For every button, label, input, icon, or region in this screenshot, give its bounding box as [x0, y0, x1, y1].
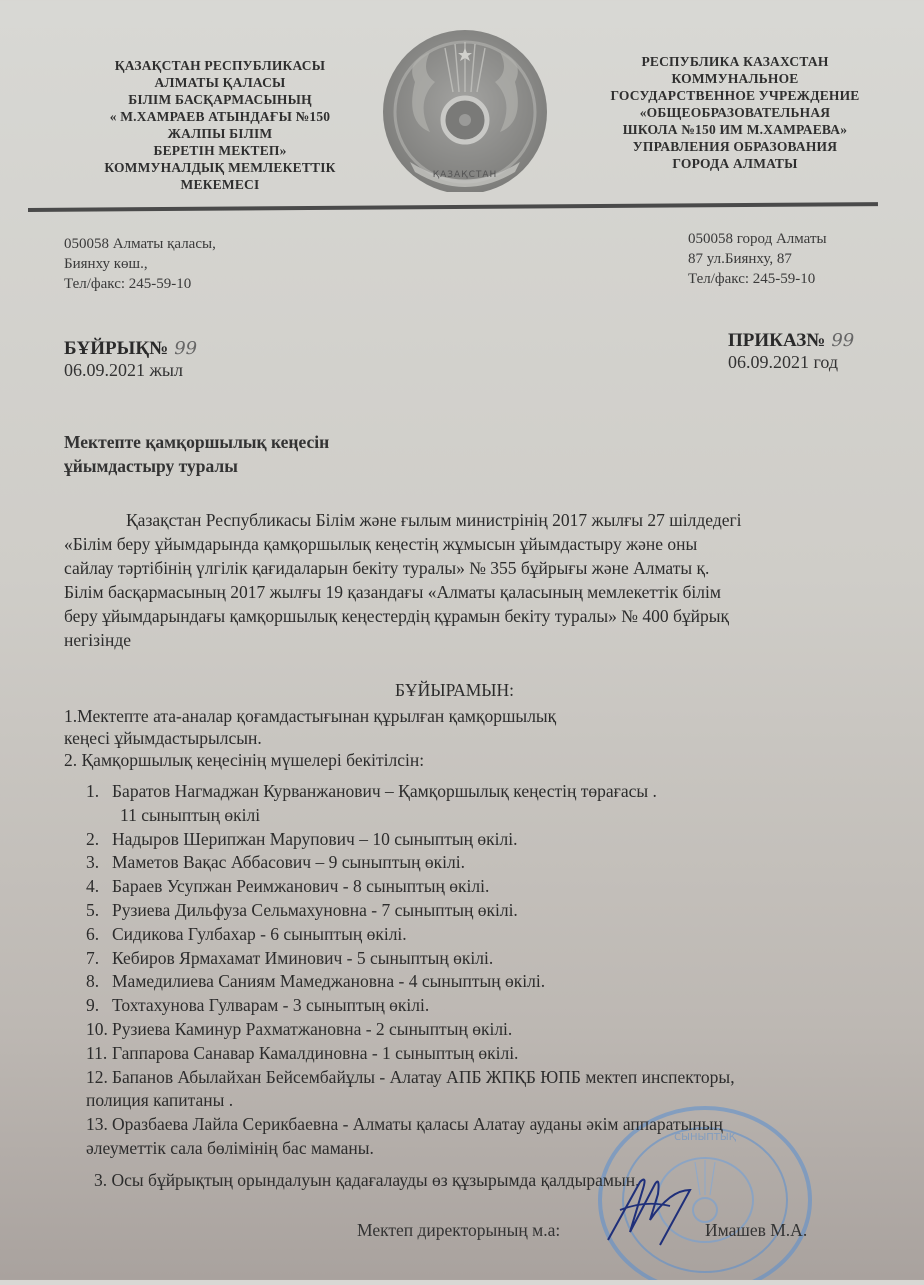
header-divider — [28, 202, 878, 212]
signatory-title: Мектеп директорының м.а: — [357, 1220, 561, 1240]
list-item — [86, 923, 735, 947]
header-line: КОММУНАЛЬНОЕ — [671, 71, 799, 86]
preamble-line: негізінде — [64, 630, 131, 650]
subject-line: Мектепте қамқоршылық кеңесін — [64, 432, 330, 452]
preamble-paragraph — [64, 508, 874, 652]
member-text: Тохтахунова Гулварам - 3 сыныптың өкілі. — [112, 995, 430, 1016]
member-text: Маметов Вақас Аббасович – 9 сыныптың өкілі. — [112, 852, 465, 873]
preamble-line: Қазақстан Республикасы Білім және ғылым министрінің 2017 жылғы 27 шілдедегі — [126, 510, 742, 530]
item-number: 8. — [86, 971, 100, 992]
list-item — [86, 899, 735, 923]
list-item — [86, 780, 735, 828]
svg-text:ҚАЗАҚСТАН: ҚАЗАҚСТАН — [432, 170, 498, 180]
list-item — [86, 1018, 735, 1042]
signature-icon — [600, 1170, 710, 1250]
member-text: Гаппарова Санавар Камалдиновна - 1 сыныптың өкілі. — [112, 1042, 519, 1063]
order-number: 99 — [831, 330, 855, 351]
item-number: 9. — [86, 995, 100, 1016]
header-line: МЕКЕМЕСІ — [180, 177, 260, 192]
preamble-line: беру ұйымдарындағы қамқоршылық кеңестердің құрамын бекіту туралы» № 400 бұйрық — [64, 606, 729, 626]
preamble-line: сайлау тәртібінің үлгілік қағидаларын бекіту туралы» № 355 бұйрығы және Алматы қ. — [64, 558, 710, 578]
address-russian — [688, 229, 827, 289]
order-russian — [728, 330, 854, 373]
decree-heading: БҰЙЫРАМЫН: — [395, 680, 515, 700]
header-kazakh — [70, 57, 370, 193]
member-text-cont: әлеуметтік сала бөлімінің бас маманы. — [86, 1137, 374, 1158]
order-subject — [64, 430, 329, 478]
header-line: ҚАЗАҚСТАН РЕСПУБЛИКАСЫ — [114, 58, 326, 73]
point-three: 3. Осы бұйрықтың орындалуын қадағалауды өз құзырымда қалдырамын. — [94, 1170, 640, 1190]
item-number: 10. — [86, 1018, 108, 1039]
header-line: ГОРОДА АЛМАТЫ — [672, 156, 798, 171]
header-line: ЖАЛПЫ БІЛІМ — [167, 126, 273, 141]
item-number: 4. — [86, 876, 100, 897]
signatory-name: Имашев М.А. — [705, 1220, 808, 1240]
item-number: 6. — [86, 923, 100, 944]
order-date-ru: 06.09.2021 год — [728, 352, 839, 372]
subject-line: ұйымдастыру туралы — [64, 456, 238, 476]
member-text: Кебиров Ярмахамат Иминович - 5 сыныптың өкілі. — [112, 947, 494, 968]
header-line: УПРАВЛЕНИЯ ОБРАЗОВАНИЯ — [632, 139, 838, 154]
member-text: Рузиева Каминур Рахматжановна - 2 сыныптың өкілі. — [112, 1018, 513, 1039]
order-points — [64, 705, 556, 771]
address-line: 87 ул.Биянху, 87 — [688, 251, 792, 267]
item-number: 2. — [86, 828, 100, 849]
preamble-line: Білім басқармасының 2017 жылғы 19 қазандағы «Алматы қаласының мемлекеттік білім — [64, 582, 721, 602]
header-line: ШКОЛА №150 ИМ М.ХАМРАЕВА» — [622, 122, 848, 137]
header-line: « М.ХАМРАЕВ АТЫНДАҒЫ №150 — [109, 109, 331, 124]
list-item — [86, 1113, 735, 1161]
header-line: БІЛІМ БАСҚАРМАСЫНЫҢ — [128, 92, 312, 107]
item-number: 3. — [86, 852, 100, 873]
list-item — [86, 875, 735, 899]
member-text: Бараев Усупжан Реимжанович - 8 сыныптың өкілі. — [112, 876, 490, 897]
item-number: 11. — [86, 1042, 108, 1063]
order-title-kz: БҰЙРЫҚ№ — [64, 338, 169, 359]
list-item — [86, 994, 735, 1018]
point-line: 1.Мектепте ата-аналар қоғамдастығынан құрылған қамқоршылық — [64, 706, 557, 726]
address-line: 050058 город Алматы — [688, 231, 827, 247]
list-item — [86, 1066, 735, 1114]
member-text: Оразбаева Лайла Серикбаевна - Алматы қаласы Алатау ауданы әкім аппаратының — [112, 1114, 723, 1135]
member-text: Бапанов Абылайхан Бейсембайұлы - Алатау АПБ ЖПҚБ ЮПБ мектеп инспекторы, — [112, 1066, 735, 1087]
point-line: 2. Қамқоршылық кеңесінің мүшелері бекітілсін: — [64, 750, 425, 770]
member-text: Баратов Нагмаджан Курванжанович – Қамқоршылық кеңестің төрағасы . — [112, 781, 657, 801]
item-number: 12. — [86, 1066, 108, 1087]
list-item — [86, 1042, 735, 1066]
list-item — [86, 851, 735, 875]
order-date-kz: 06.09.2021 жыл — [64, 360, 184, 380]
member-text-cont: 11 сыныптың өкілі — [120, 804, 261, 825]
address-kazakh — [64, 234, 216, 294]
list-item — [86, 970, 735, 994]
member-text-cont: полиция капитаны . — [86, 1090, 234, 1111]
list-item — [86, 947, 735, 971]
order-number: 99 — [174, 338, 198, 359]
point-line: кеңесі ұйымдастырылсын. — [64, 728, 262, 748]
header-line: «ОБЩЕОБРАЗОВАТЕЛЬНАЯ — [639, 105, 831, 120]
member-text: Рузиева Дильфуза Сельмахуновна - 7 сыныптың өкілі. — [112, 899, 518, 920]
header-line: БЕРЕТІН МЕКТЕП» — [153, 143, 287, 158]
header-russian — [580, 53, 890, 172]
preamble-line: «Білім беру ұйымдарында қамқоршылық кеңестің жұмысын ұйымдастыру және оны — [64, 534, 698, 554]
order-kazakh — [64, 338, 197, 381]
item-number: 5. — [86, 899, 100, 920]
address-line: Биянху көш., — [64, 256, 148, 272]
item-number: 1. — [86, 781, 100, 801]
header-line: КОММУНАЛДЫҚ МЕМЛЕКЕТТІК — [104, 160, 336, 175]
member-text: Сидикова Гулбахар - 6 сыныптың өкілі. — [112, 923, 407, 944]
order-title-ru: ПРИКАЗ№ — [728, 330, 826, 351]
header-line: АЛМАТЫ ҚАЛАСЫ — [154, 75, 286, 90]
address-line: Тел/факс: 245-59-10 — [688, 271, 816, 287]
member-text: Надыров Шерипжан Марупович – 10 сыныптың өкілі. — [112, 828, 518, 849]
address-line: Тел/факс: 245-59-10 — [64, 276, 192, 292]
list-item — [86, 828, 735, 852]
header-line: РЕСПУБЛИКА КАЗАХСТАН — [641, 54, 829, 69]
item-number: 7. — [86, 947, 100, 968]
state-emblem-icon — [375, 22, 555, 192]
member-text: Мамедилиева Саниям Мамеджановна - 4 сыныптың өкілі. — [112, 971, 546, 992]
header-line: ГОСУДАРСТВЕННОЕ УЧРЕЖДЕНИЕ — [610, 88, 860, 103]
item-number: 13. — [86, 1114, 108, 1135]
address-line: 050058 Алматы қаласы, — [64, 236, 216, 252]
council-members-list — [86, 780, 735, 1161]
svg-text:СЫНЫПТЫҚ: СЫНЫПТЫҚ — [674, 1132, 736, 1143]
